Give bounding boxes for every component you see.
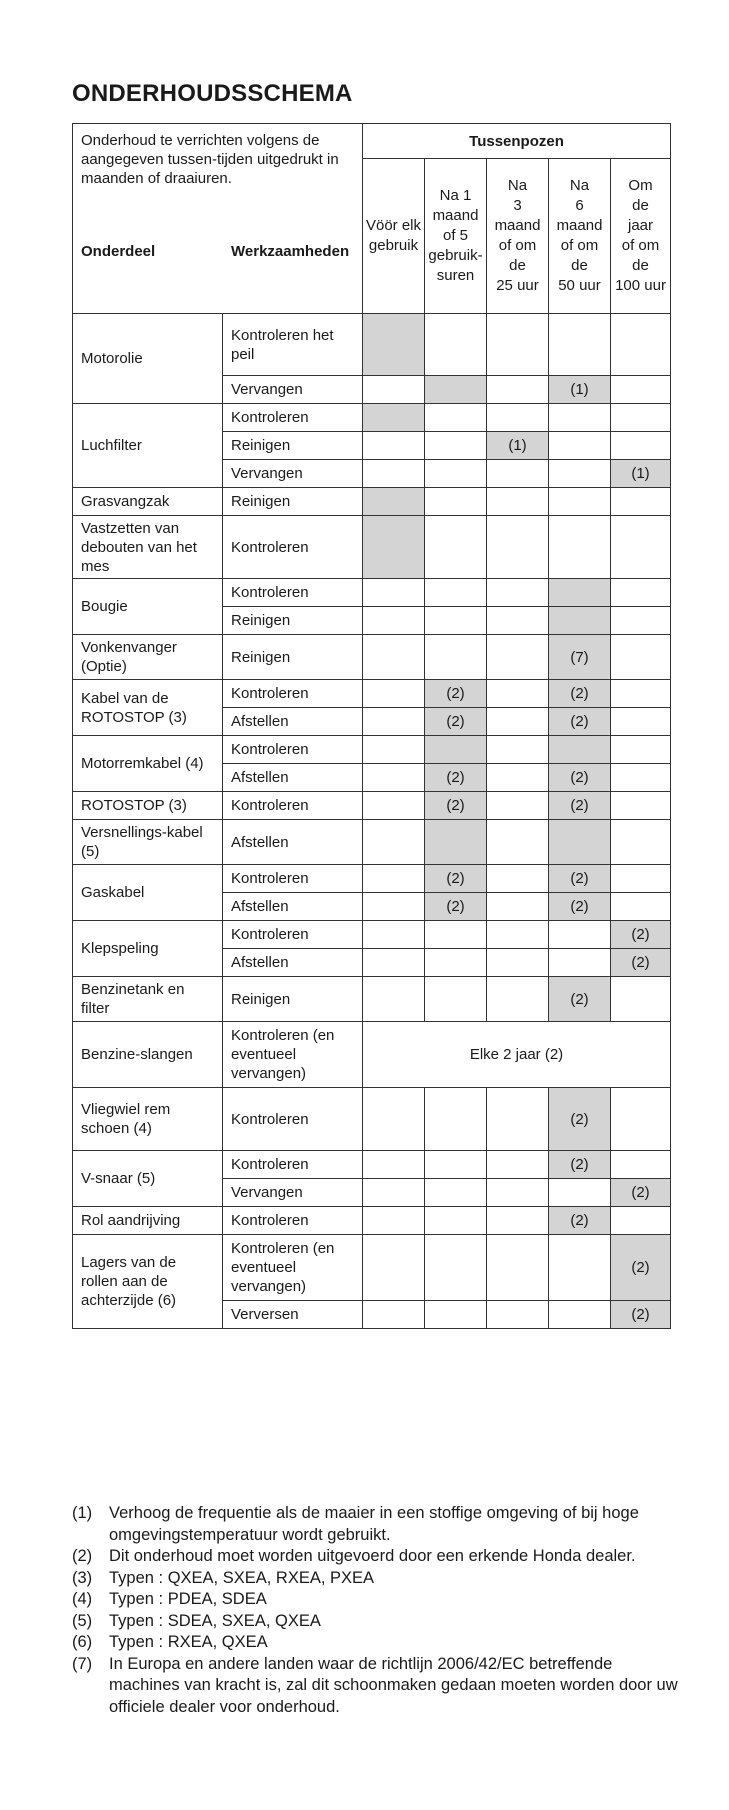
interval-cell: (2) bbox=[549, 1151, 611, 1179]
interval-cell: (2) bbox=[425, 680, 487, 708]
interval-cell bbox=[425, 607, 487, 635]
interval-cell bbox=[549, 404, 611, 432]
interval-cell bbox=[611, 680, 671, 708]
interval-cell bbox=[487, 1235, 549, 1301]
footnote bbox=[72, 1568, 682, 1590]
interval-cell bbox=[549, 516, 611, 579]
task-cell: Reinigen bbox=[223, 432, 363, 460]
maintenance-table bbox=[72, 123, 671, 1329]
task-cell: Afstellen bbox=[223, 708, 363, 736]
interval-span-note: Elke 2 jaar (2) bbox=[363, 1022, 671, 1088]
interval-cell bbox=[487, 792, 549, 820]
interval-cell: (2) bbox=[549, 977, 611, 1022]
interval-cell bbox=[487, 376, 549, 404]
interval-cell bbox=[363, 376, 425, 404]
interval-cell bbox=[487, 1301, 549, 1329]
interval-cell bbox=[425, 1088, 487, 1151]
interval-cell bbox=[363, 460, 425, 488]
interval-cell bbox=[425, 1179, 487, 1207]
interval-cell: (2) bbox=[549, 865, 611, 893]
column-header-part: Onderdeel bbox=[81, 243, 156, 260]
interval-cell bbox=[611, 708, 671, 736]
interval-cell bbox=[363, 635, 425, 680]
interval-cell: (2) bbox=[611, 1179, 671, 1207]
interval-cell bbox=[549, 579, 611, 607]
interval-cell bbox=[487, 820, 549, 865]
interval-cell bbox=[611, 516, 671, 579]
interval-cell bbox=[487, 607, 549, 635]
interval-cell bbox=[549, 488, 611, 516]
interval-cell bbox=[363, 820, 425, 865]
task-cell: Kontroleren het peil bbox=[223, 314, 363, 376]
interval-cell bbox=[611, 376, 671, 404]
part-cell: Kabel van de ROTOSTOP (3) bbox=[73, 680, 223, 736]
interval-header: Om de jaar of om de 100 uur bbox=[611, 159, 671, 314]
footnote bbox=[72, 1654, 682, 1719]
interval-cell bbox=[363, 921, 425, 949]
interval-cell bbox=[425, 404, 487, 432]
part-cell: Benzine-slangen bbox=[73, 1022, 223, 1088]
task-cell: Kontroleren bbox=[223, 1151, 363, 1179]
table-intro-cell bbox=[73, 124, 363, 314]
footnote bbox=[72, 1632, 682, 1654]
interval-cell: (2) bbox=[549, 792, 611, 820]
task-cell: Kontroleren bbox=[223, 921, 363, 949]
interval-cell bbox=[487, 949, 549, 977]
table-row bbox=[73, 404, 671, 432]
interval-cell bbox=[487, 736, 549, 764]
interval-cell: (2) bbox=[611, 1235, 671, 1301]
table-row bbox=[73, 516, 671, 579]
interval-header: Na 6 maand of om de 50 uur bbox=[549, 159, 611, 314]
interval-cell bbox=[611, 865, 671, 893]
task-cell: Kontroleren (en eventueel vervangen) bbox=[223, 1022, 363, 1088]
interval-cell bbox=[363, 764, 425, 792]
task-cell: Reinigen bbox=[223, 977, 363, 1022]
footnote-text: In Europa en andere landen waar de richtlijn 2006/42/EC betreffende machines van kracht is, zal dit schoonmaken gedaan moeten worden door uw officiele dealer voor onderhoud. bbox=[109, 1654, 678, 1716]
interval-cell: (2) bbox=[425, 764, 487, 792]
task-cell: Kontroleren bbox=[223, 579, 363, 607]
interval-cell bbox=[611, 977, 671, 1022]
table-row bbox=[73, 977, 671, 1022]
interval-cell bbox=[425, 736, 487, 764]
interval-cell bbox=[425, 314, 487, 376]
interval-cell bbox=[611, 432, 671, 460]
interval-cell bbox=[363, 1151, 425, 1179]
interval-cell bbox=[611, 404, 671, 432]
part-cell: Vonkenvanger (Optie) bbox=[73, 635, 223, 680]
footnote-text: Typen : SDEA, SXEA, QXEA bbox=[109, 1611, 321, 1630]
task-cell: Kontroleren bbox=[223, 865, 363, 893]
footnote-text: Typen : QXEA, SXEA, RXEA, PXEA bbox=[109, 1568, 375, 1587]
interval-header: Na 1 maand of 5 gebruik- suren bbox=[425, 159, 487, 314]
interval-cell bbox=[549, 432, 611, 460]
task-cell: Kontroleren bbox=[223, 680, 363, 708]
footnote-text: Typen : RXEA, QXEA bbox=[109, 1633, 268, 1651]
interval-cell bbox=[549, 460, 611, 488]
footnote bbox=[72, 1546, 682, 1568]
task-cell: Kontroleren bbox=[223, 792, 363, 820]
task-cell: Vervangen bbox=[223, 1179, 363, 1207]
interval-cell bbox=[549, 314, 611, 376]
interval-cell: (2) bbox=[611, 949, 671, 977]
interval-cell bbox=[363, 708, 425, 736]
part-cell: Luchfilter bbox=[73, 404, 223, 488]
interval-cell bbox=[363, 432, 425, 460]
interval-cell bbox=[487, 977, 549, 1022]
part-cell: Klepspeling bbox=[73, 921, 223, 977]
interval-cell bbox=[487, 314, 549, 376]
interval-cell bbox=[611, 736, 671, 764]
interval-cell bbox=[487, 1151, 549, 1179]
interval-cell bbox=[363, 1235, 425, 1301]
interval-cell bbox=[611, 792, 671, 820]
interval-cell bbox=[363, 865, 425, 893]
interval-cell bbox=[611, 1151, 671, 1179]
part-cell: V-snaar (5) bbox=[73, 1151, 223, 1207]
interval-cell bbox=[425, 488, 487, 516]
interval-cell bbox=[363, 579, 425, 607]
task-cell: Vervangen bbox=[223, 376, 363, 404]
interval-header: Na 3 maand of om de 25 uur bbox=[487, 159, 549, 314]
footnote-number: (3) bbox=[72, 1568, 93, 1587]
interval-cell bbox=[363, 736, 425, 764]
task-cell: Kontroleren bbox=[223, 1088, 363, 1151]
task-cell: Kontroleren bbox=[223, 404, 363, 432]
footnote-number: (4) bbox=[72, 1590, 93, 1608]
column-header-work: Werkzaamheden bbox=[231, 243, 350, 260]
task-cell: Verversen bbox=[223, 1301, 363, 1329]
task-cell: Reinigen bbox=[223, 607, 363, 635]
interval-cell bbox=[611, 893, 671, 921]
footnote bbox=[72, 1611, 682, 1633]
interval-cell bbox=[425, 949, 487, 977]
interval-cell bbox=[363, 949, 425, 977]
task-cell: Kontroleren bbox=[223, 736, 363, 764]
part-cell: Grasvangzak bbox=[73, 488, 223, 516]
interval-cell bbox=[425, 1235, 487, 1301]
table-row bbox=[73, 865, 671, 893]
footnote-number: (2) bbox=[72, 1547, 93, 1565]
part-cell: Versnellings-kabel (5) bbox=[73, 820, 223, 865]
interval-cell: (7) bbox=[549, 635, 611, 680]
footnote-text: Typen : PDEA, SDEA bbox=[109, 1590, 267, 1608]
interval-cell: (2) bbox=[549, 764, 611, 792]
interval-cell bbox=[363, 792, 425, 820]
interval-cell bbox=[425, 820, 487, 865]
interval-cell bbox=[487, 1179, 549, 1207]
interval-cell bbox=[487, 516, 549, 579]
interval-cell bbox=[611, 820, 671, 865]
interval-cell: (2) bbox=[549, 1088, 611, 1151]
interval-cell bbox=[363, 893, 425, 921]
page-title: ONDERHOUDSSCHEMA bbox=[72, 80, 353, 107]
interval-cell bbox=[425, 579, 487, 607]
table-row bbox=[73, 921, 671, 949]
part-cell: Bougie bbox=[73, 579, 223, 635]
interval-cell: (2) bbox=[425, 865, 487, 893]
table-row bbox=[73, 635, 671, 680]
interval-cell bbox=[363, 1301, 425, 1329]
interval-cell bbox=[425, 977, 487, 1022]
interval-cell bbox=[363, 1207, 425, 1235]
interval-cell bbox=[425, 921, 487, 949]
interval-cell bbox=[363, 1088, 425, 1151]
interval-cell bbox=[363, 977, 425, 1022]
interval-cell: (2) bbox=[549, 680, 611, 708]
part-cell: Motorolie bbox=[73, 314, 223, 404]
table-row bbox=[73, 1235, 671, 1301]
interval-cell bbox=[487, 579, 549, 607]
task-cell: Afstellen bbox=[223, 820, 363, 865]
interval-cell bbox=[487, 460, 549, 488]
interval-cell bbox=[549, 949, 611, 977]
interval-cell bbox=[611, 488, 671, 516]
interval-cell bbox=[425, 1301, 487, 1329]
task-cell: Kontroleren (en eventueel vervangen) bbox=[223, 1235, 363, 1301]
task-cell: Reinigen bbox=[223, 635, 363, 680]
interval-cell bbox=[611, 314, 671, 376]
table-row bbox=[73, 820, 671, 865]
part-cell: Vastzetten van debouten van het mes bbox=[73, 516, 223, 579]
interval-cell bbox=[425, 376, 487, 404]
interval-cell bbox=[487, 764, 549, 792]
interval-cell bbox=[549, 736, 611, 764]
interval-cell bbox=[425, 635, 487, 680]
table-row bbox=[73, 488, 671, 516]
interval-cell: (1) bbox=[549, 376, 611, 404]
interval-cell bbox=[611, 1088, 671, 1151]
table-row bbox=[73, 736, 671, 764]
interval-cell bbox=[363, 680, 425, 708]
task-cell: Kontroleren bbox=[223, 1207, 363, 1235]
footnotes bbox=[72, 1503, 682, 1718]
interval-cell: (1) bbox=[611, 460, 671, 488]
footnote-text: Dit onderhoud moet worden uitgevoerd door een erkende Honda dealer. bbox=[109, 1547, 636, 1565]
interval-cell bbox=[611, 635, 671, 680]
table-intro-text: Onderhoud te verrichten volgens de aangegeven tussen-tijden uitgedrukt in maanden of draaiuren. bbox=[81, 132, 339, 187]
table-row bbox=[73, 1207, 671, 1235]
interval-cell bbox=[487, 488, 549, 516]
interval-cell bbox=[425, 1207, 487, 1235]
interval-cell bbox=[549, 1179, 611, 1207]
task-cell: Vervangen bbox=[223, 460, 363, 488]
interval-cell: (2) bbox=[425, 708, 487, 736]
table-row bbox=[73, 1022, 671, 1088]
task-cell: Afstellen bbox=[223, 764, 363, 792]
footnote bbox=[72, 1503, 682, 1546]
table-row bbox=[73, 792, 671, 820]
interval-cell bbox=[549, 607, 611, 635]
interval-cell bbox=[363, 607, 425, 635]
footnote-text: Verhoog de frequentie als de maaier in een stoffige omgeving of bij hoge omgevingstemperatuur wordt gebruikt. bbox=[109, 1504, 639, 1544]
interval-cell bbox=[425, 516, 487, 579]
interval-cell bbox=[363, 1179, 425, 1207]
footnote-number: (6) bbox=[72, 1633, 93, 1651]
interval-cell bbox=[549, 1235, 611, 1301]
interval-cell: (2) bbox=[611, 921, 671, 949]
table-row bbox=[73, 314, 671, 376]
interval-cell: (2) bbox=[425, 792, 487, 820]
interval-cell bbox=[487, 680, 549, 708]
task-cell: Afstellen bbox=[223, 893, 363, 921]
intervals-group-header: Tussenpozen bbox=[363, 124, 671, 159]
interval-cell bbox=[363, 488, 425, 516]
interval-cell bbox=[363, 314, 425, 376]
interval-cell bbox=[425, 1151, 487, 1179]
interval-cell: (2) bbox=[611, 1301, 671, 1329]
interval-cell bbox=[487, 893, 549, 921]
interval-cell bbox=[487, 1088, 549, 1151]
interval-cell bbox=[549, 820, 611, 865]
interval-header: Vöör elk gebruik bbox=[363, 159, 425, 314]
part-cell: Vliegwiel rem schoen (4) bbox=[73, 1088, 223, 1151]
interval-cell bbox=[487, 708, 549, 736]
interval-cell bbox=[611, 764, 671, 792]
interval-cell: (2) bbox=[549, 893, 611, 921]
interval-cell bbox=[611, 579, 671, 607]
part-cell: ROTOSTOP (3) bbox=[73, 792, 223, 820]
footnote bbox=[72, 1589, 682, 1611]
footnote-number: (7) bbox=[72, 1654, 93, 1673]
table-row bbox=[73, 680, 671, 708]
task-cell: Kontroleren bbox=[223, 516, 363, 579]
table-row bbox=[73, 1151, 671, 1179]
interval-cell bbox=[487, 1207, 549, 1235]
interval-cell: (2) bbox=[425, 893, 487, 921]
table-row bbox=[73, 1088, 671, 1151]
interval-cell bbox=[363, 404, 425, 432]
table-row bbox=[73, 579, 671, 607]
interval-cell bbox=[549, 921, 611, 949]
interval-cell bbox=[425, 460, 487, 488]
footnote-number: (5) bbox=[72, 1611, 93, 1630]
interval-cell bbox=[363, 516, 425, 579]
interval-cell bbox=[487, 865, 549, 893]
interval-cell bbox=[487, 404, 549, 432]
task-cell: Reinigen bbox=[223, 488, 363, 516]
interval-cell: (2) bbox=[549, 1207, 611, 1235]
part-cell: Lagers van de rollen aan de achterzijde (6) bbox=[73, 1235, 223, 1329]
interval-cell: (1) bbox=[487, 432, 549, 460]
footnote-number: (1) bbox=[72, 1504, 93, 1522]
interval-cell bbox=[611, 1207, 671, 1235]
part-cell: Benzinetank en filter bbox=[73, 977, 223, 1022]
part-cell: Gaskabel bbox=[73, 865, 223, 921]
interval-cell: (2) bbox=[549, 708, 611, 736]
interval-cell bbox=[487, 635, 549, 680]
part-cell: Motorremkabel (4) bbox=[73, 736, 223, 792]
part-cell: Rol aandrijving bbox=[73, 1207, 223, 1235]
interval-cell bbox=[611, 607, 671, 635]
interval-cell bbox=[425, 432, 487, 460]
task-cell: Afstellen bbox=[223, 949, 363, 977]
interval-cell bbox=[549, 1301, 611, 1329]
interval-cell bbox=[487, 921, 549, 949]
